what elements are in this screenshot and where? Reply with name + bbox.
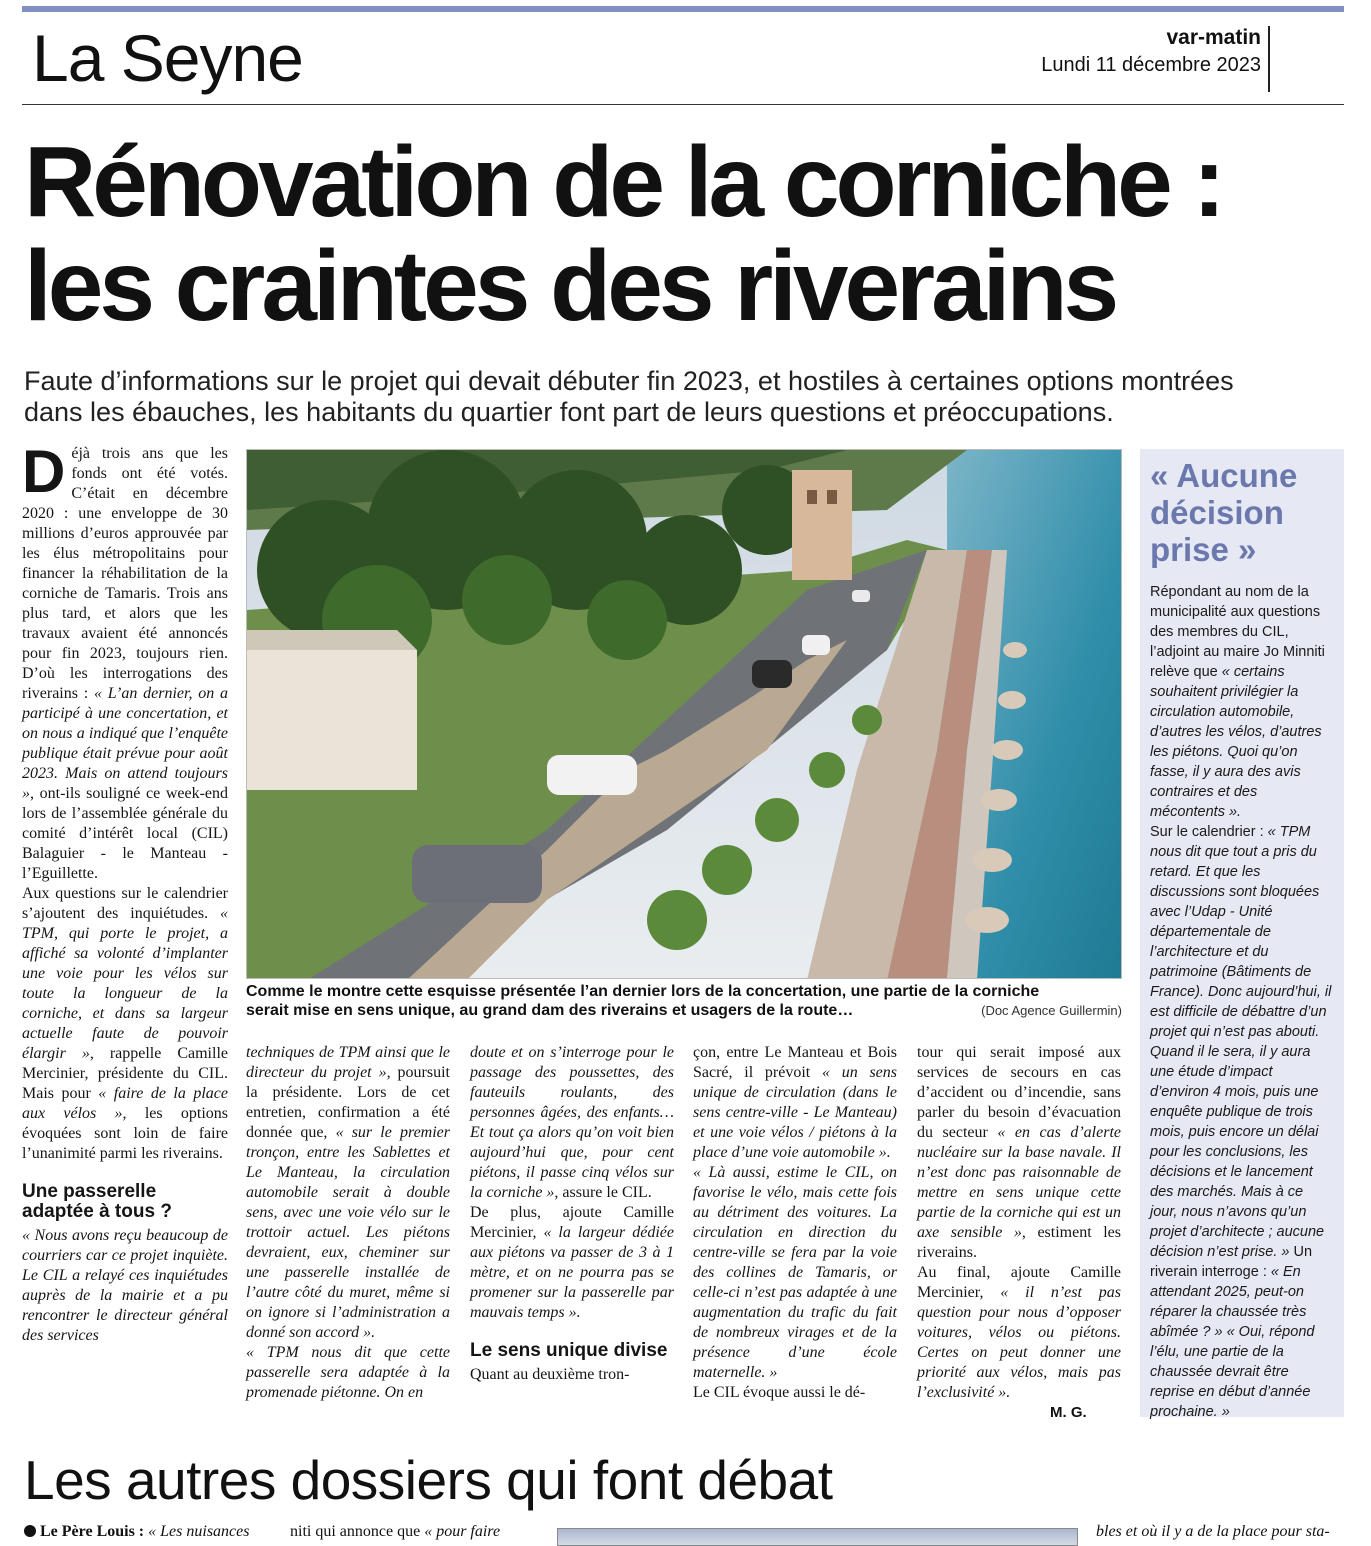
- sidebar-p1: Répondant au nom de la municipalité aux questions des membres du CIL, l’adjoint au maire Jo Minniti relève que: [1150, 584, 1325, 680]
- subhead-passerelle: Une passerelle adaptée à tous ?: [22, 1181, 172, 1222]
- col1-quote: « TPM, qui porte le projet, a affiché sa volonté d’implanter une voie pour les vélos sur toute la longueur de la corniche, et dans sa largeur actuelle faute de pouvoir élargir »: [22, 905, 228, 1062]
- sidebar-box: [1140, 449, 1344, 1420]
- article-column-1: [22, 438, 229, 1346]
- brief-text: « Les nuisances: [144, 1523, 250, 1540]
- col1-quote: « L’an dernier, on a participé à une concertation, et on nous a indiqué que l’enquête publique était prévue pour août 2023. Mais on attend toujours »: [22, 685, 229, 802]
- sidebar-p2: Sur le calendrier :: [1150, 824, 1268, 840]
- headline-line-2: les craintes des riverains: [24, 230, 1116, 342]
- brief-text: niti qui annonce que: [290, 1523, 425, 1540]
- caption-line-1: Comme le montre cette esquisse présentée l’an dernier lors de la concertation, une partie de la corniche: [246, 983, 1040, 1000]
- col4-quote: « un sens unique de circulation (dans le sens centre-ville - Le Manteau) et une voie vélos / piétons à la place d’une voie automobile ».: [693, 1064, 897, 1161]
- brief-quote: « pour faire: [424, 1523, 501, 1540]
- col4-text: Le CIL évoque aussi le dé-: [693, 1384, 866, 1401]
- header-rule: [22, 104, 1344, 105]
- standfirst-line-1: Faute d’informations sur le projet qui devait débuter fin 2023, et hostiles à certaines options montrées: [24, 366, 1234, 396]
- col1-text: , rappelle Camille Mercinier, présidente du CIL. Mais pour: [22, 1045, 228, 1102]
- col3-quote: « la largeur dédiée aux piétons va passer de 3 à 1 mètre, et on ne pourra pas se promener sur la passerelle par mauvais temps ».: [470, 1224, 675, 1321]
- col2-quote: techniques de TPM ainsi que le directeur du projet »: [246, 1044, 450, 1081]
- article-photo: [246, 449, 1122, 979]
- top-rule: [22, 6, 1344, 12]
- sidebar-text: [1150, 582, 1334, 1422]
- col3-quote: doute et on s’interroge pour le passage des poussettes, des fauteuils roulants, des personnes âgées, des enfants… Et tout ça alors qu’on voit bien aujourd’hui que, pour cent piétons, il passe cinq vélos sur la corniche »: [470, 1044, 674, 1201]
- col3-text: Quant au deuxième tron-: [470, 1366, 630, 1383]
- col1-text: , les options évoquées sont loin de faire l’unanimité parmi les riverains.: [22, 1105, 228, 1162]
- sidebar-title: « Aucune décision prise »: [1150, 457, 1298, 568]
- col3-text: De plus, ajoute Camille Mercinier,: [470, 1204, 674, 1241]
- masthead-rule: [1268, 26, 1270, 92]
- subhead-sens-unique: Le sens unique divise: [470, 1340, 668, 1361]
- dropcap: D: [22, 438, 66, 505]
- bottom-photo: [557, 1528, 1078, 1546]
- brief-label: Le Père Louis :: [40, 1523, 145, 1540]
- brief-3: [1096, 1522, 1346, 1542]
- col1-text: , ont-ils souligné ce week-end lors de l’assemblée générale du comité d’intérêt local (CIL) Balaguier - le Manteau - l’Eguillette.: [22, 785, 228, 882]
- article-column-4: [693, 1043, 897, 1403]
- standfirst: [24, 366, 1354, 428]
- col2-quote: « sur le premier tronçon, entre les Sablettes et Le Manteau, la circulation automobile serait à double sens, avec une voie vélo sur le trottoir actuel. Les piétons devraient, eux, cheminer sur une passerelle installée de l’autre côté du muret, même si on ignore si l’administration a donné son accord ».: [246, 1124, 450, 1341]
- brief-text: bles et où il y a de la place pour sta-: [1096, 1523, 1330, 1540]
- headline-line-1: Rénovation de la corniche :: [24, 126, 1222, 238]
- sidebar-quote: « En attendant 2025, peut-on réparer la chaussée très abîmée ? » « Oui, répond l’élu, une partie de la chaussée devrait être reprise en début d’année prochaine. »: [1150, 1264, 1315, 1420]
- publication-date: Lundi 11 décembre 2023: [1041, 54, 1261, 76]
- article-column-2: [246, 1043, 450, 1403]
- col2-quote: « TPM nous dit que cette passerelle sera adaptée à la promenade piétonne. On en: [246, 1344, 450, 1401]
- col5-text: , estiment les riverains.: [917, 1224, 1122, 1261]
- col1-quote: « Nous avons reçu beaucoup de courriers car ce projet inquiète. Le CIL a relayé ces inquiétudes auprès de la mairie et a pu rencontrer le directeur général des services: [22, 1227, 228, 1344]
- col5-text: Au final, ajoute Camille Mercinier,: [917, 1264, 1121, 1301]
- newspaper-name: var-matin: [1166, 26, 1261, 49]
- headline: [24, 126, 1354, 342]
- other-issues-title: Les autres dossiers qui font débat: [24, 1449, 833, 1511]
- col5-quote: « en cas d’alerte nucléaire sur la base navale. Il n’est donc pas raisonnable de mettre en sens unique cette partie de la corniche qui est un axe sensible »: [917, 1124, 1122, 1241]
- col5-text: tour qui serait imposé aux services de secours en cas d’accident ou d’incendie, sans parler du besoin d’évacuation du secteur: [917, 1044, 1121, 1141]
- byline: M. G.: [1050, 1404, 1087, 1421]
- photo-credit: (Doc Agence Guillermin): [981, 1003, 1122, 1018]
- sidebar-quote: « certains souhaitent privilégier la circulation automobile, d’autres les vélos, d’autres les piétons. Quoi qu’on fasse, il y aura des avis contraires et des mécontents ».: [1150, 664, 1322, 820]
- col4-text: çon, entre Le Manteau et Bois Sacré, il prévoit: [693, 1044, 897, 1081]
- sidebar-p3: Un riverain interroge :: [1150, 1244, 1313, 1280]
- standfirst-line-2: dans les ébauches, les habitants du quartier font part de leurs questions et préoccupations.: [24, 397, 1114, 427]
- section-title: La Seyne: [32, 21, 303, 95]
- bullet-icon: [24, 1525, 36, 1537]
- col1-text: éjà trois ans que les fonds ont été votés. C’était en décembre 2020 : une enveloppe de 30 millions d’euros approuvée par les élus métropolitains pour financer la réhabilitation de la corniche de Tamaris. Trois ans plus tard, et alors que les travaux avaient été annoncés pour fin 2023, toujours rien. D’où les interrogations des riverains :: [22, 445, 228, 702]
- article-column-3: [470, 1043, 674, 1385]
- col1-quote: « faire de la place aux vélos »: [22, 1085, 228, 1122]
- caption-line-2: serait mise en sens unique, au grand dam des riverains et usagers de la route…: [246, 1002, 854, 1019]
- col5-quote: « il n’est pas question pour nous d’opposer voitures, vélos ou piétons. Certes on peut donner une priorité aux vélos, mais pas l’exclusivité ».: [917, 1284, 1122, 1401]
- col2-text: , poursuit la présidente. Lors de cet entretien, confirmation a été donnée que,: [246, 1064, 450, 1141]
- col3-text: , assure le CIL.: [554, 1184, 652, 1201]
- brief-2: [290, 1522, 540, 1542]
- corniche-illustration: [247, 450, 1122, 979]
- article-column-5: [917, 1043, 1121, 1403]
- masthead: [1041, 26, 1261, 77]
- brief-1: [24, 1522, 274, 1542]
- sidebar-quote: « TPM nous dit que tout a pris du retard. Et que les discussions sont bloquées avec l’Udap - Unité départementale de l’architecture et du patrimoine (Bâtiments de France). Donc aujourd’hui, il est difficile de débattre d’un projet qui n’est pas abouti. Quand il le sera, il y aura une étude d’impact d’environ 4 mois, puis une enquête publique de trois mois, puis encore un délai pour les conclusions, les décisions et le lancement des marchés. Mais à ce jour, nous n’avons qu’un projet d’architecte ; aucune décision n’est prise. »: [1150, 824, 1332, 1260]
- col4-quote: « Là aussi, estime le CIL, on favorise le vélo, mais cette fois au détriment des voitures. La circulation en direction du centre-ville se fera par la voie des collines de Tamaris, or celle-ci n’est pas adaptée à une augmentation du trafic du fait de nombreux virages et de la présence d’une école maternelle. »: [693, 1164, 897, 1381]
- col1-text: Aux questions sur le calendrier s’ajoutent des inquiétudes.: [22, 885, 228, 922]
